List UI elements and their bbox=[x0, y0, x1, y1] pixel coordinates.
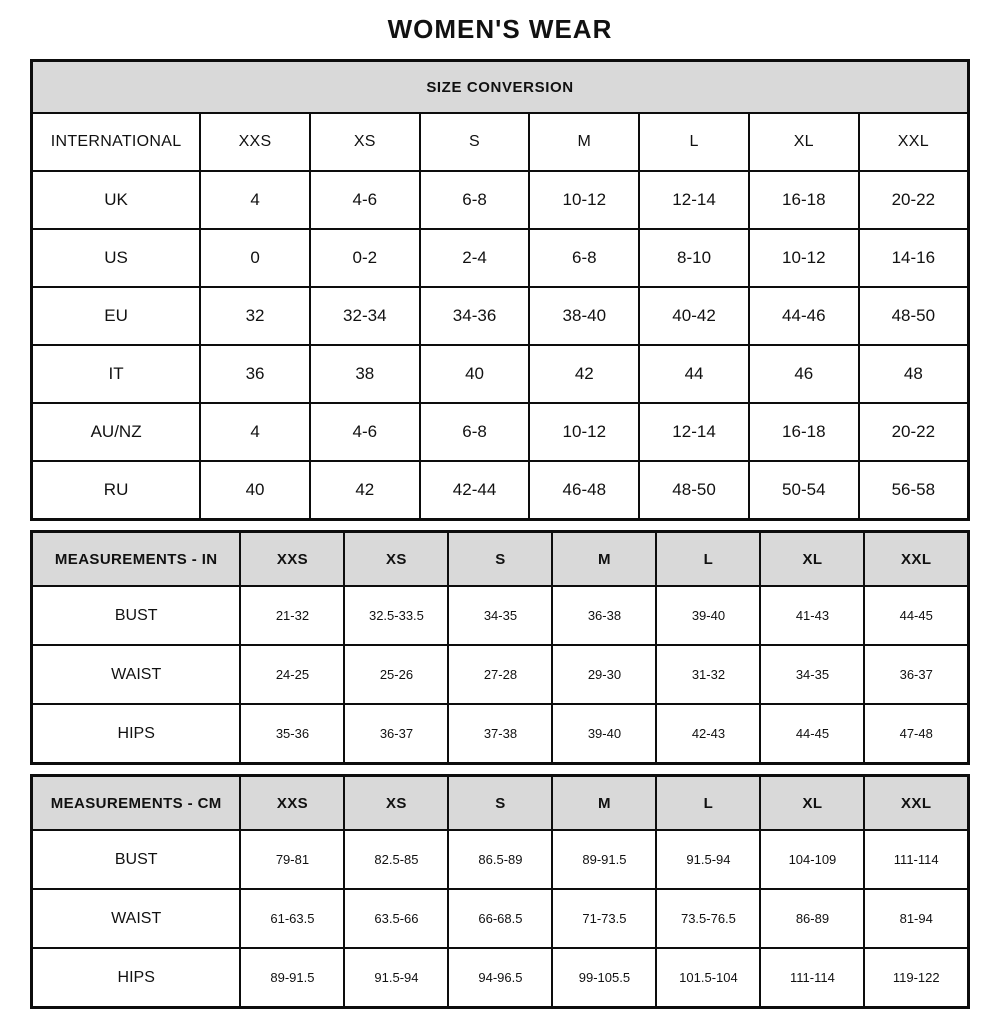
measure-cell: 24-25 bbox=[240, 645, 344, 704]
measurements-in-table bbox=[30, 530, 970, 765]
measure-cell: 21-32 bbox=[240, 586, 344, 645]
row-label: HIPS bbox=[32, 948, 241, 1008]
measure-cell: 101.5-104 bbox=[656, 948, 760, 1008]
column-header: MEASUREMENTS - IN bbox=[32, 532, 241, 587]
size-cell: 50-54 bbox=[749, 461, 859, 520]
page-title: WOMEN'S WEAR bbox=[387, 14, 613, 44]
column-header: MEASUREMENTS - CM bbox=[32, 776, 241, 831]
column-header: XS bbox=[344, 776, 448, 831]
column-header: XXL bbox=[864, 532, 968, 587]
size-cell: 34-36 bbox=[420, 287, 530, 345]
size-cell: 20-22 bbox=[859, 171, 969, 229]
column-header: L bbox=[656, 532, 760, 587]
column-header: XL bbox=[760, 532, 864, 587]
column-header: XXS bbox=[240, 532, 344, 587]
column-header: M bbox=[552, 776, 656, 831]
measure-cell: 61-63.5 bbox=[240, 889, 344, 948]
size-cell: 10-12 bbox=[529, 403, 639, 461]
measure-cell: 81-94 bbox=[864, 889, 968, 948]
size-cell: 40 bbox=[200, 461, 310, 520]
measure-cell: 32.5-33.5 bbox=[344, 586, 448, 645]
table-row bbox=[32, 586, 969, 645]
measure-cell: 47-48 bbox=[864, 704, 968, 764]
column-header: XL bbox=[760, 776, 864, 831]
table-row bbox=[32, 403, 969, 461]
measure-cell: 91.5-94 bbox=[656, 830, 760, 889]
measurements-cm-table bbox=[30, 774, 970, 1009]
column-header: XXL bbox=[859, 113, 969, 171]
measure-cell: 111-114 bbox=[760, 948, 864, 1008]
measure-cell: 89-91.5 bbox=[552, 830, 656, 889]
size-conversion-table bbox=[30, 59, 970, 521]
size-cell: 6-8 bbox=[420, 171, 530, 229]
row-label: US bbox=[32, 229, 201, 287]
table-row bbox=[32, 830, 969, 889]
size-cell: 46-48 bbox=[529, 461, 639, 520]
size-cell: 10-12 bbox=[749, 229, 859, 287]
size-cell: 32 bbox=[200, 287, 310, 345]
size-cell: 40 bbox=[420, 345, 530, 403]
column-header: XXS bbox=[240, 776, 344, 831]
size-cell: 20-22 bbox=[859, 403, 969, 461]
measure-cell: 25-26 bbox=[344, 645, 448, 704]
size-cell: 4 bbox=[200, 403, 310, 461]
size-cell: 38 bbox=[310, 345, 420, 403]
size-cell: 36 bbox=[200, 345, 310, 403]
measure-cell: 119-122 bbox=[864, 948, 968, 1008]
row-label: BUST bbox=[32, 830, 241, 889]
measure-cell: 91.5-94 bbox=[344, 948, 448, 1008]
size-cell: 6-8 bbox=[420, 403, 530, 461]
measure-cell: 29-30 bbox=[552, 645, 656, 704]
size-cell: 6-8 bbox=[529, 229, 639, 287]
measure-cell: 44-45 bbox=[760, 704, 864, 764]
measure-cell: 111-114 bbox=[864, 830, 968, 889]
table-row bbox=[32, 948, 969, 1008]
measure-cell: 104-109 bbox=[760, 830, 864, 889]
column-header: INTERNATIONAL bbox=[32, 113, 201, 171]
size-conversion-header-row bbox=[32, 113, 969, 171]
measurements-cm-header-row bbox=[32, 776, 969, 831]
measure-cell: 36-37 bbox=[344, 704, 448, 764]
table-row bbox=[32, 171, 969, 229]
measure-cell: 41-43 bbox=[760, 586, 864, 645]
size-cell: 16-18 bbox=[749, 403, 859, 461]
size-cell: 4 bbox=[200, 171, 310, 229]
size-cell: 48 bbox=[859, 345, 969, 403]
measurements-in-header-row bbox=[32, 532, 969, 587]
size-cell: 10-12 bbox=[529, 171, 639, 229]
size-cell: 38-40 bbox=[529, 287, 639, 345]
size-cell: 12-14 bbox=[639, 171, 749, 229]
table-row bbox=[32, 287, 969, 345]
size-cell: 14-16 bbox=[859, 229, 969, 287]
measure-cell: 86-89 bbox=[760, 889, 864, 948]
size-cell: 32-34 bbox=[310, 287, 420, 345]
table-row bbox=[32, 345, 969, 403]
measure-cell: 44-45 bbox=[864, 586, 968, 645]
size-cell: 4-6 bbox=[310, 171, 420, 229]
column-header: L bbox=[639, 113, 749, 171]
size-cell: 46 bbox=[749, 345, 859, 403]
size-cell: 42-44 bbox=[420, 461, 530, 520]
table-row bbox=[32, 889, 969, 948]
table-row bbox=[32, 461, 969, 520]
size-cell: 48-50 bbox=[859, 287, 969, 345]
measure-cell: 36-37 bbox=[864, 645, 968, 704]
column-header: S bbox=[448, 776, 552, 831]
column-header: S bbox=[448, 532, 552, 587]
size-conversion-title: SIZE CONVERSION bbox=[32, 61, 969, 114]
column-header: XS bbox=[310, 113, 420, 171]
measure-cell: 31-32 bbox=[656, 645, 760, 704]
size-cell: 44 bbox=[639, 345, 749, 403]
measure-cell: 42-43 bbox=[656, 704, 760, 764]
column-header: XL bbox=[749, 113, 859, 171]
row-label: EU bbox=[32, 287, 201, 345]
size-cell: 40-42 bbox=[639, 287, 749, 345]
size-cell: 42 bbox=[310, 461, 420, 520]
table-row bbox=[32, 229, 969, 287]
column-header: XS bbox=[344, 532, 448, 587]
table-row bbox=[32, 645, 969, 704]
column-header: M bbox=[552, 532, 656, 587]
measure-cell: 82.5-85 bbox=[344, 830, 448, 889]
row-label: UK bbox=[32, 171, 201, 229]
size-conversion-band-row bbox=[32, 61, 969, 114]
measure-cell: 34-35 bbox=[760, 645, 864, 704]
measure-cell: 37-38 bbox=[448, 704, 552, 764]
row-label: AU/NZ bbox=[32, 403, 201, 461]
measure-cell: 39-40 bbox=[656, 586, 760, 645]
measure-cell: 27-28 bbox=[448, 645, 552, 704]
measure-cell: 99-105.5 bbox=[552, 948, 656, 1008]
row-label: RU bbox=[32, 461, 201, 520]
measure-cell: 66-68.5 bbox=[448, 889, 552, 948]
measure-cell: 36-38 bbox=[552, 586, 656, 645]
measure-cell: 94-96.5 bbox=[448, 948, 552, 1008]
measure-cell: 79-81 bbox=[240, 830, 344, 889]
measure-cell: 39-40 bbox=[552, 704, 656, 764]
size-cell: 8-10 bbox=[639, 229, 749, 287]
column-header: L bbox=[656, 776, 760, 831]
measure-cell: 89-91.5 bbox=[240, 948, 344, 1008]
measure-cell: 73.5-76.5 bbox=[656, 889, 760, 948]
column-header: S bbox=[420, 113, 530, 171]
measure-cell: 63.5-66 bbox=[344, 889, 448, 948]
size-cell: 56-58 bbox=[859, 461, 969, 520]
column-header: M bbox=[529, 113, 639, 171]
size-cell: 0 bbox=[200, 229, 310, 287]
size-cell: 2-4 bbox=[420, 229, 530, 287]
row-label: WAIST bbox=[32, 645, 241, 704]
size-cell: 44-46 bbox=[749, 287, 859, 345]
size-cell: 0-2 bbox=[310, 229, 420, 287]
measure-cell: 35-36 bbox=[240, 704, 344, 764]
size-cell: 4-6 bbox=[310, 403, 420, 461]
row-label: HIPS bbox=[32, 704, 241, 764]
column-header: XXL bbox=[864, 776, 968, 831]
row-label: WAIST bbox=[32, 889, 241, 948]
size-cell: 12-14 bbox=[639, 403, 749, 461]
row-label: IT bbox=[32, 345, 201, 403]
size-cell: 42 bbox=[529, 345, 639, 403]
column-header: XXS bbox=[200, 113, 310, 171]
row-label: BUST bbox=[32, 586, 241, 645]
measure-cell: 86.5-89 bbox=[448, 830, 552, 889]
measure-cell: 34-35 bbox=[448, 586, 552, 645]
size-cell: 16-18 bbox=[749, 171, 859, 229]
size-cell: 48-50 bbox=[639, 461, 749, 520]
table-row bbox=[32, 704, 969, 764]
measure-cell: 71-73.5 bbox=[552, 889, 656, 948]
